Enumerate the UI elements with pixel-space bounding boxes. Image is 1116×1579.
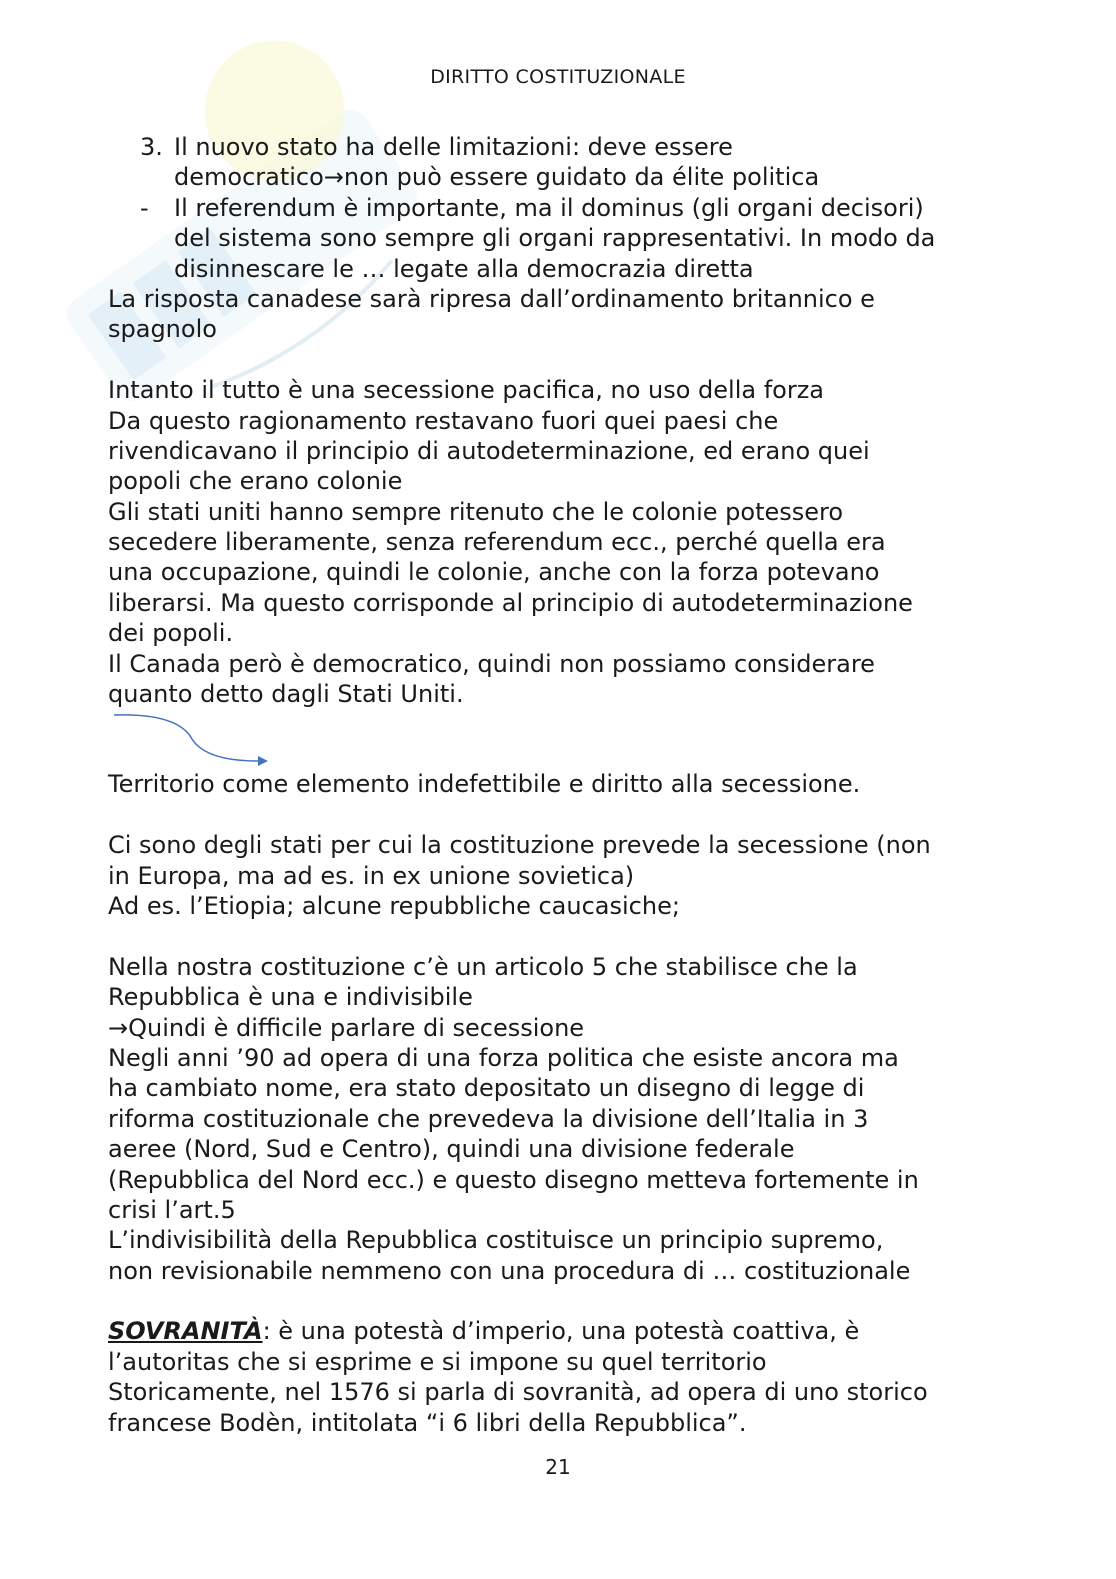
paragraph-article-5: [108, 952, 1008, 1286]
text-line: disinnescare le … legate alla democrazia diretta: [174, 254, 754, 283]
text-line: Intanto il tutto è una secessione pacifica, no uso della forza: [108, 376, 825, 405]
text-line: in Europa, ma ad es. in ex unione sovietica): [108, 861, 635, 890]
list-marker: 3.: [140, 133, 163, 161]
page-content: [108, 132, 1008, 1438]
text-line: quanto detto dagli Stati Uniti.: [108, 680, 464, 709]
text-line: Da questo ragionamento restavano fuori quei paesi che: [108, 406, 779, 435]
text-line: Repubblica è una e indivisibile: [108, 983, 473, 1012]
text-line: dei popoli.: [108, 619, 234, 648]
text-line: secedere liberamente, senza referendum ecc., perché quella era: [108, 528, 886, 557]
text-line: riforma costituzionale che prevedeva la divisione dell’Italia in 3: [108, 1104, 869, 1133]
text-line: del sistema sono sempre gli organi rappresentativi. In modo da: [174, 224, 936, 253]
text-line: L’indivisibilità della Repubblica costituisce un principio supremo,: [108, 1226, 884, 1255]
paragraph-peaceful-secession: [108, 375, 1008, 709]
text-line: Gli stati uniti hanno sempre ritenuto che le colonie potessero: [108, 497, 844, 526]
text-line: Il nuovo stato ha delle limitazioni: deve essere: [174, 133, 733, 161]
heading-territory: Territorio come elemento indefettibile e diritto alla secessione.: [108, 770, 861, 799]
text-line: crisi l’art.5: [108, 1195, 236, 1224]
text-line: Ad es. l’Etiopia; alcune repubbliche caucasiche;: [108, 891, 680, 920]
text-line: Il referendum è importante, ma il dominus (gli organi decisori): [174, 193, 924, 222]
list-marker: -: [140, 193, 149, 222]
text-line: democratico→non può essere guidato da élite politica: [174, 163, 820, 192]
sovereignty-term: SOVRANITÀ: [108, 1317, 263, 1346]
page-header: DIRITTO COSTITUZIONALE: [430, 66, 686, 88]
text-line: francese Bodèn, intitolata “i 6 libri della Repubblica”.: [108, 1408, 747, 1437]
text-line: non revisionabile nemmeno con una procedura di … costituzionale: [108, 1256, 911, 1285]
text-line: l’autoritas che si esprime e si impone su quel territorio: [108, 1347, 767, 1376]
list-item-3: [108, 132, 1008, 193]
paragraph-canada-response: [108, 284, 1008, 345]
curved-arrow-icon: [108, 709, 1008, 769]
text-line: ha cambiato nome, era stato depositato un disegno di legge di: [108, 1074, 865, 1103]
text-line: Negli anni ’90 ad opera di una forza politica che esiste ancora ma: [108, 1043, 899, 1072]
page-number: 21: [545, 1455, 571, 1479]
text-line: Il Canada però è democratico, quindi non possiamo considerare: [108, 649, 875, 678]
text-line: [108, 1316, 1008, 1346]
paragraph-secession-states: [108, 830, 1008, 921]
text-line: spagnolo: [108, 315, 217, 344]
text-line: (Repubblica del Nord ecc.) e questo disegno metteva fortemente in: [108, 1165, 919, 1194]
text-line: liberarsi. Ma questo corrisponde al principio di autodeterminazione: [108, 588, 913, 617]
sovereignty-definition: : è una potestà d’imperio, una potestà coattiva, è: [262, 1317, 860, 1346]
text-line: La risposta canadese sarà ripresa dall’ordinamento britannico e: [108, 284, 875, 313]
list-item-dash: [108, 193, 1008, 284]
text-line: Nella nostra costituzione c’è un articolo 5 che stabilisce che la: [108, 952, 858, 981]
text-line: →Quindi è difficile parlare di secessione: [108, 1013, 585, 1042]
text-line: Ci sono degli stati per cui la costituzione prevede la secessione (non: [108, 831, 931, 860]
paragraph-sovereignty: [108, 1316, 1008, 1438]
text-line: popoli che erano colonie: [108, 467, 403, 496]
text-line: una occupazione, quindi le colonie, anche con la forza potevano: [108, 558, 880, 587]
text-line: Storicamente, nel 1576 si parla di sovranità, ad opera di uno storico: [108, 1378, 928, 1407]
text-line: aeree (Nord, Sud e Centro), quindi una divisione federale: [108, 1135, 795, 1164]
text-line: rivendicavano il principio di autodeterminazione, ed erano quei: [108, 436, 870, 465]
